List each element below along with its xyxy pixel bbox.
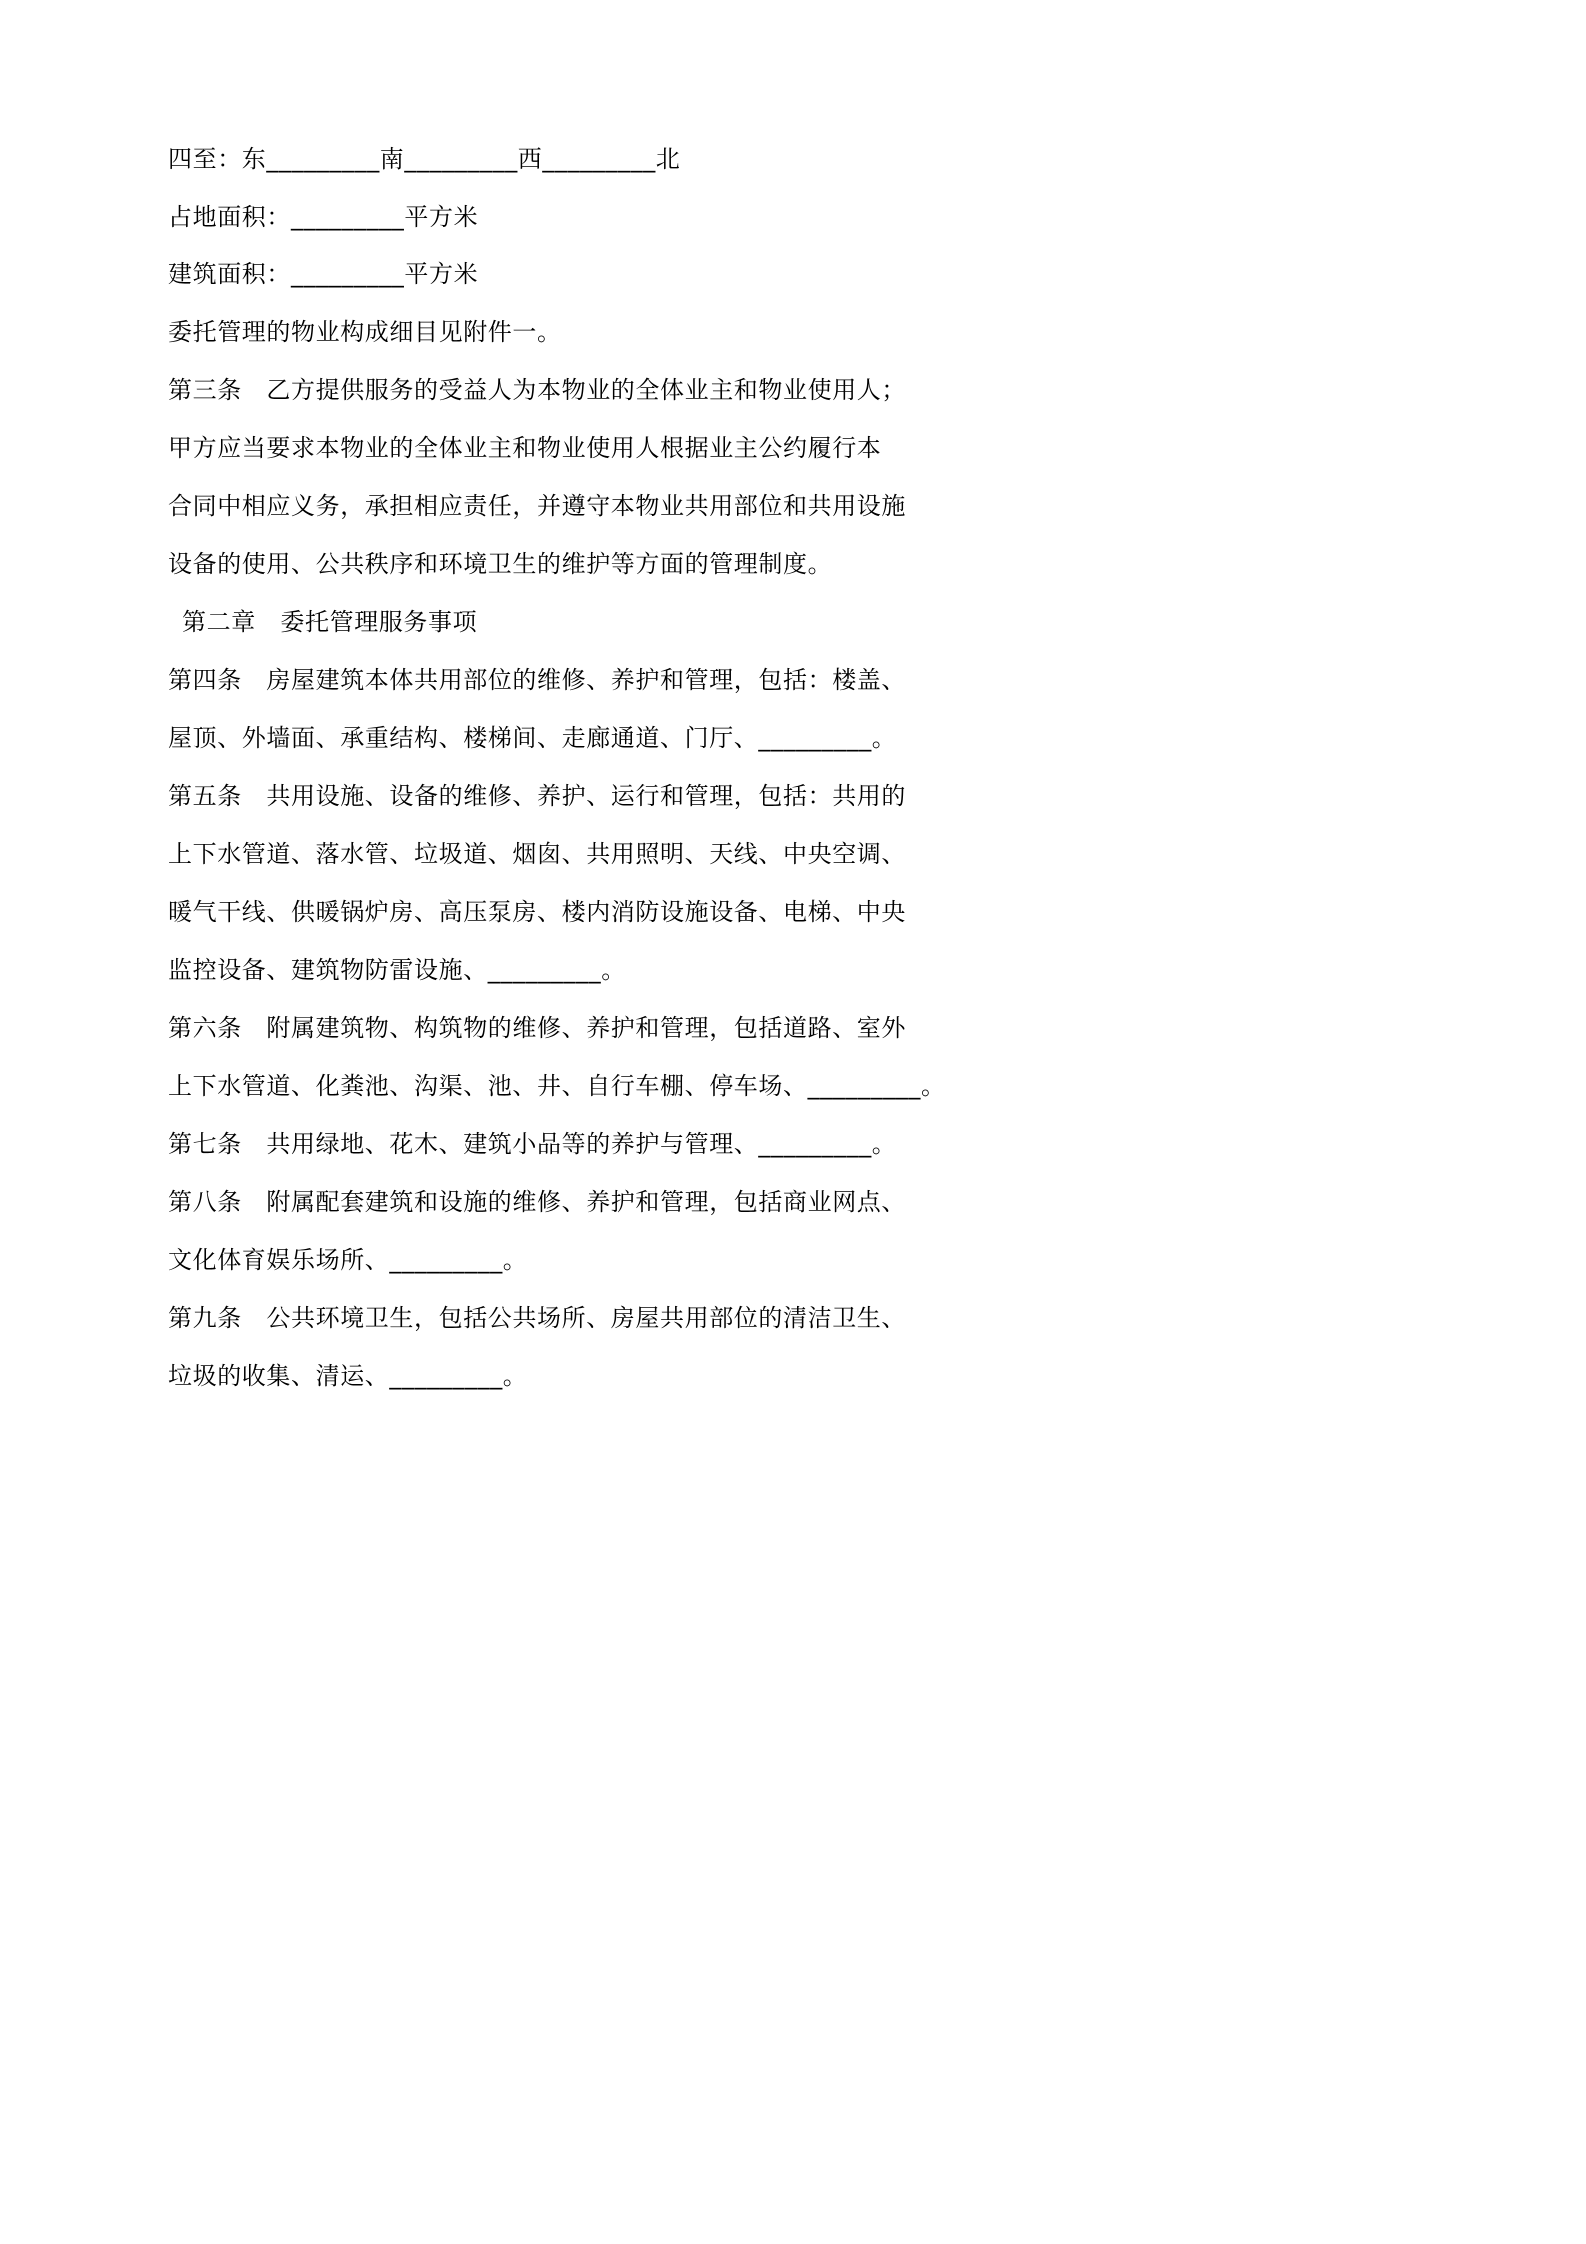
article-9-line-2: 垃圾的收集、清运、_________。 <box>168 1362 528 1390</box>
article-6-line-2: 上下水管道、化粪池、沟渠、池、井、自行车棚、停车场、_________。 <box>168 1072 946 1100</box>
property-details-line: 委托管理的物业构成细目见附件一。 <box>168 318 562 346</box>
document-page <box>0 0 1100 1556</box>
building-area-line: 建筑面积：_________平方米 <box>168 260 479 288</box>
article-8-line-2: 文化体育娱乐场所、_________。 <box>168 1246 528 1274</box>
article-3-line-4: 设备的使用、公共秩序和环境卫生的维护等方面的管理制度。 <box>168 550 833 578</box>
article-5-line-4: 监控设备、建筑物防雷设施、_________。 <box>168 956 626 984</box>
article-5-line-3: 暖气干线、供暖锅炉房、高压泵房、楼内消防设施设备、电梯、中央 <box>168 898 906 926</box>
article-5-line-2: 上下水管道、落水管、垃圾道、烟囱、共用照明、天线、中央空调、 <box>168 840 906 868</box>
article-4-line-2: 屋顶、外墙面、承重结构、楼梯间、走廊通道、门厅、_________。 <box>168 724 897 752</box>
land-area-line: 占地面积：_________平方米 <box>168 203 479 231</box>
article-8-line-1: 第八条 附属配套建筑和设施的维修、养护和管理，包括商业网点、 <box>168 1188 906 1216</box>
article-6-line-1: 第六条 附属建筑物、构筑物的维修、养护和管理，包括道路、室外 <box>168 1014 906 1042</box>
boundaries-line: 四至：东_________南_________西_________北 <box>168 145 681 173</box>
article-3-line-3: 合同中相应义务，承担相应责任，并遵守本物业共用部位和共用设施 <box>168 492 906 520</box>
article-4-line-1: 第四条 房屋建筑本体共用部位的维修、养护和管理，包括：楼盖、 <box>168 666 906 694</box>
article-3-line-1: 第三条 乙方提供服务的受益人为本物业的全体业主和物业使用人； <box>168 376 906 404</box>
article-5-line-1: 第五条 共用设施、设备的维修、养护、运行和管理，包括：共用的 <box>168 782 906 810</box>
article-9-line-1: 第九条 公共环境卫生，包括公共场所、房屋共用部位的清洁卫生、 <box>168 1304 906 1332</box>
article-3-line-2: 甲方应当要求本物业的全体业主和物业使用人根据业主公约履行本 <box>168 434 882 462</box>
article-7-line-1: 第七条 共用绿地、花木、建筑小品等的养护与管理、_________。 <box>168 1130 897 1158</box>
chapter-2-heading: 第二章 委托管理服务事项 <box>182 608 478 636</box>
